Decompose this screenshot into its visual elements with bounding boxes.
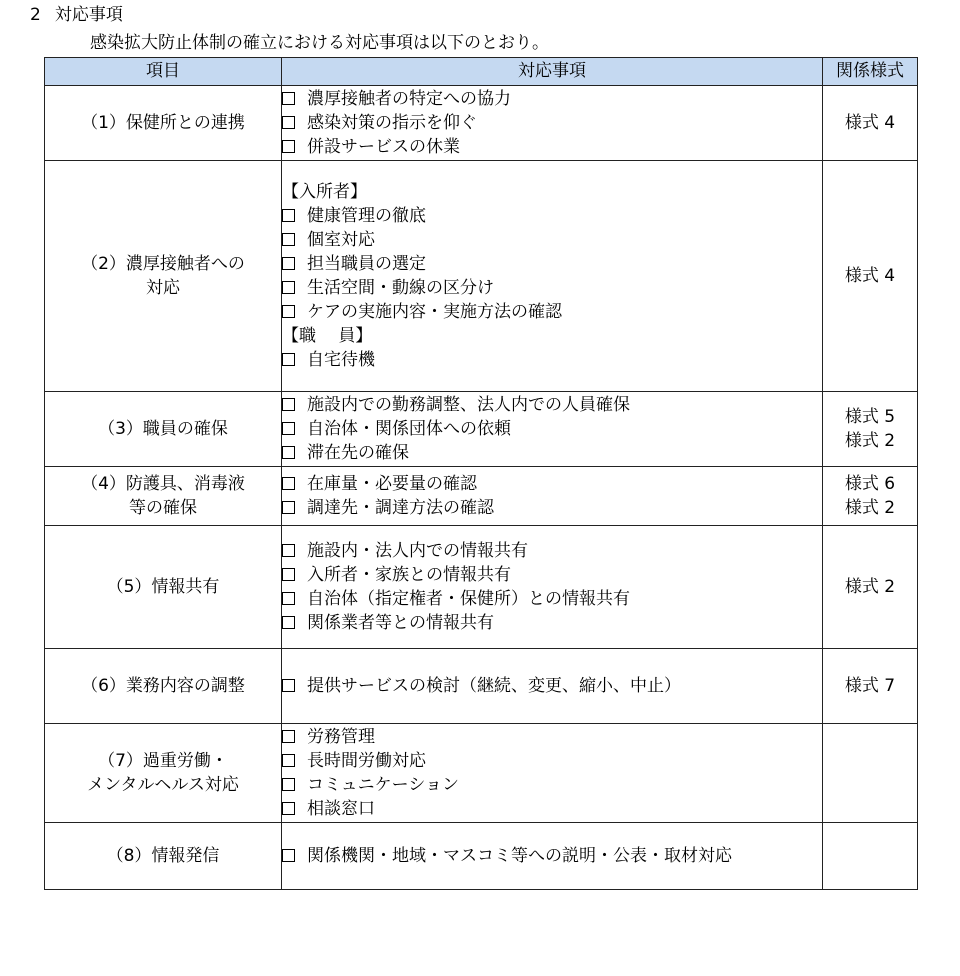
row-item-cell	[45, 526, 282, 649]
table-row	[45, 161, 918, 392]
item-label: （1）保健所との連携	[81, 113, 245, 133]
action-checklist-item	[282, 797, 822, 821]
row-forms-cell	[823, 724, 918, 823]
action-checklist-item	[282, 844, 822, 868]
intro-text: 感染拡大防止体制の確立における対応事項は以下のとおり。	[90, 33, 549, 53]
row-forms-cell	[823, 161, 918, 392]
section-title: 対応事項	[54, 5, 123, 25]
checkbox-icon[interactable]	[282, 802, 295, 815]
action-group-heading	[282, 180, 822, 204]
checkbox-icon[interactable]	[282, 422, 295, 435]
action-label: 施設内での勤務調整、法人内での人員確保	[307, 395, 630, 415]
action-checklist-item	[282, 611, 822, 635]
checkbox-icon[interactable]	[282, 116, 295, 129]
checkbox-icon[interactable]	[282, 398, 295, 411]
measures-table	[44, 57, 918, 890]
action-label: 関係業者等との情報共有	[307, 613, 494, 633]
action-label: 感染対策の指示を仰ぐ	[307, 113, 477, 133]
checkbox-icon[interactable]	[282, 568, 295, 581]
action-label: 施設内・法人内での情報共有	[307, 541, 528, 561]
form-reference: 様式 4	[844, 113, 896, 133]
action-checklist-item	[282, 674, 822, 698]
action-checklist-item	[282, 135, 822, 159]
table-row	[45, 823, 918, 890]
item-label: 対応	[146, 278, 180, 298]
action-label: 長時間労働対応	[307, 751, 426, 771]
row-item-cell	[45, 724, 282, 823]
form-reference: 様式 2	[844, 431, 896, 451]
header-actions: 対応事項	[282, 58, 823, 86]
action-checklist-item	[282, 300, 822, 324]
item-label: （4）防護具、消毒液	[81, 474, 245, 494]
item-label: （8）情報発信	[106, 846, 220, 866]
action-group-label: 【職 員】	[282, 326, 373, 346]
section-heading	[30, 4, 123, 26]
header-forms: 関係様式	[823, 58, 918, 86]
checkbox-icon[interactable]	[282, 281, 295, 294]
action-label: 調達先・調達方法の確認	[307, 498, 494, 518]
form-reference: 様式 5	[844, 407, 896, 427]
action-group-heading	[282, 324, 822, 348]
row-actions-cell	[282, 724, 823, 823]
checkbox-icon[interactable]	[282, 92, 295, 105]
action-checklist-item	[282, 417, 822, 441]
row-actions-cell	[282, 161, 823, 392]
form-reference: 様式 6	[844, 474, 896, 494]
action-label: 入所者・家族との情報共有	[307, 565, 511, 585]
action-checklist-item	[282, 204, 822, 228]
checkbox-icon[interactable]	[282, 754, 295, 767]
checkbox-icon[interactable]	[282, 140, 295, 153]
action-checklist-item	[282, 276, 822, 300]
form-reference: 様式 4	[844, 266, 896, 286]
action-checklist-item	[282, 252, 822, 276]
item-label: メンタルヘルス対応	[87, 775, 239, 795]
action-label: コミュニケーション	[307, 775, 459, 795]
form-reference: 様式 7	[844, 676, 896, 696]
item-label: （3）職員の確保	[98, 419, 228, 439]
action-checklist-item	[282, 496, 822, 520]
row-actions-cell	[282, 467, 823, 526]
checkbox-icon[interactable]	[282, 257, 295, 270]
row-actions-cell	[282, 392, 823, 467]
action-label: 自治体（指定権者・保健所）との情報共有	[307, 589, 630, 609]
row-forms-cell	[823, 649, 918, 724]
item-label: （7）過重労働・	[98, 751, 228, 771]
checkbox-icon[interactable]	[282, 616, 295, 629]
row-forms-cell	[823, 467, 918, 526]
checkbox-icon[interactable]	[282, 305, 295, 318]
row-item-cell	[45, 86, 282, 161]
action-label: 在庫量・必要量の確認	[307, 474, 477, 494]
action-checklist-item	[282, 539, 822, 563]
table-header-row	[45, 58, 918, 86]
checkbox-icon[interactable]	[282, 446, 295, 459]
action-checklist-item	[282, 563, 822, 587]
action-checklist-item	[282, 348, 822, 372]
row-actions-cell	[282, 649, 823, 724]
checkbox-icon[interactable]	[282, 209, 295, 222]
section-number: 2	[30, 5, 41, 25]
row-forms-cell	[823, 392, 918, 467]
action-checklist-item	[282, 587, 822, 611]
item-label: （5）情報共有	[106, 577, 220, 597]
row-forms-cell	[823, 526, 918, 649]
action-label: 担当職員の選定	[307, 254, 426, 274]
row-item-cell	[45, 392, 282, 467]
table-row	[45, 724, 918, 823]
checkbox-icon[interactable]	[282, 679, 295, 692]
item-label: （2）濃厚接触者への	[81, 254, 245, 274]
checkbox-icon[interactable]	[282, 849, 295, 862]
action-checklist-item	[282, 228, 822, 252]
action-checklist-item	[282, 393, 822, 417]
action-checklist-item	[282, 87, 822, 111]
table-row	[45, 392, 918, 467]
checkbox-icon[interactable]	[282, 501, 295, 514]
action-label: 自宅待機	[307, 350, 375, 370]
checkbox-icon[interactable]	[282, 592, 295, 605]
row-actions-cell	[282, 823, 823, 890]
checkbox-icon[interactable]	[282, 353, 295, 366]
form-reference: 様式 2	[844, 577, 896, 597]
row-item-cell	[45, 649, 282, 724]
table-row	[45, 649, 918, 724]
checkbox-icon[interactable]	[282, 778, 295, 791]
action-label: 関係機関・地域・マスコミ等への説明・公表・取材対応	[307, 846, 732, 866]
row-forms-cell	[823, 823, 918, 890]
row-item-cell	[45, 467, 282, 526]
action-label: 自治体・関係団体への依頼	[307, 419, 511, 439]
table-body	[45, 86, 918, 890]
action-checklist-item	[282, 111, 822, 135]
checkbox-icon[interactable]	[282, 477, 295, 490]
checkbox-icon[interactable]	[282, 730, 295, 743]
action-checklist-item	[282, 725, 822, 749]
action-label: 生活空間・動線の区分け	[307, 278, 494, 298]
action-checklist-item	[282, 749, 822, 773]
action-label: ケアの実施内容・実施方法の確認	[307, 302, 562, 322]
action-label: 併設サービスの休業	[307, 137, 460, 157]
form-reference: 様式 2	[844, 498, 896, 518]
row-item-cell	[45, 161, 282, 392]
table-row	[45, 86, 918, 161]
item-label: （6）業務内容の調整	[81, 676, 245, 696]
row-item-cell	[45, 823, 282, 890]
row-actions-cell	[282, 526, 823, 649]
action-checklist-item	[282, 441, 822, 465]
action-label: 健康管理の徹底	[307, 206, 426, 226]
action-checklist-item	[282, 773, 822, 797]
action-label: 濃厚接触者の特定への協力	[307, 89, 511, 109]
header-item: 項目	[45, 58, 282, 86]
action-label: 相談窓口	[307, 799, 375, 819]
action-group-label: 【入所者】	[282, 182, 367, 202]
row-actions-cell	[282, 86, 823, 161]
action-checklist-item	[282, 472, 822, 496]
action-label: 労務管理	[307, 727, 375, 747]
table-row	[45, 467, 918, 526]
action-label: 個室対応	[307, 230, 375, 250]
action-label: 提供サービスの検討（継続、変更、縮小、中止）	[307, 676, 681, 696]
row-forms-cell	[823, 86, 918, 161]
table-row	[45, 526, 918, 649]
item-label: 等の確保	[129, 498, 197, 518]
checkbox-icon[interactable]	[282, 544, 295, 557]
action-label: 滞在先の確保	[307, 443, 409, 463]
checkbox-icon[interactable]	[282, 233, 295, 246]
